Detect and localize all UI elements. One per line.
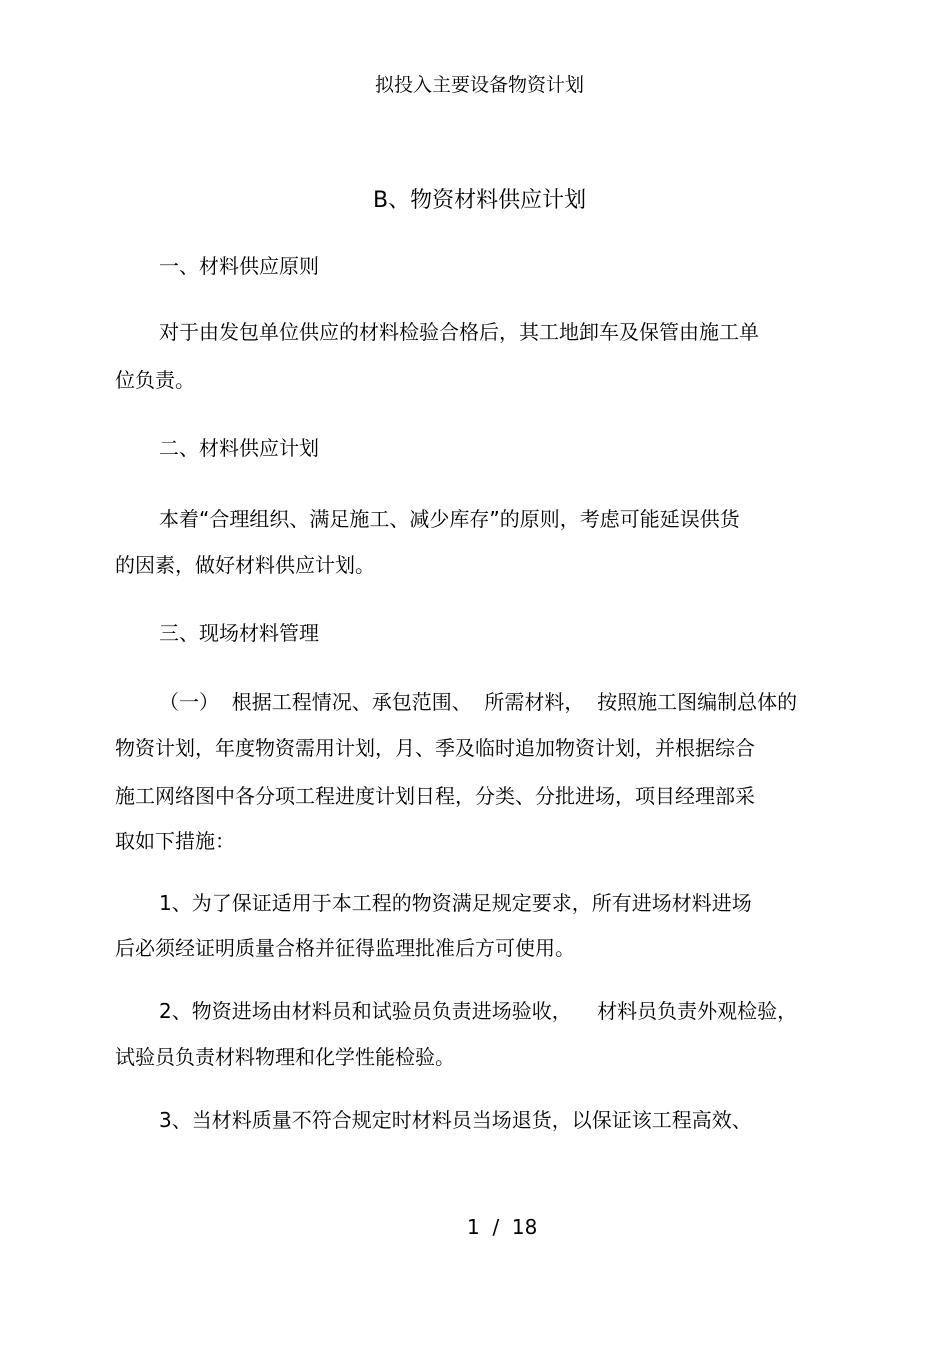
paragraph-line: 物资计划，年度物资需用计划，月、季及临时追加物资计划，并根据综合: [115, 736, 755, 760]
paragraph-line: 施工网络图中各分项工程进度计划日程，分类、分批进场，项目经理部采: [115, 784, 755, 808]
paragraph-line: 取如下措施：: [115, 829, 235, 853]
list-item-line: 2、物资进场由材料员和试验员负责进场验收， 材料员负责外观检验，: [159, 999, 798, 1023]
paragraph-line: （一） 根据工程情况、承包范围、 所需材料， 按照施工图编制总体的: [159, 690, 798, 714]
list-item-line: 1、为了保证适用于本工程的物资满足规定要求，所有进场材料进场: [159, 891, 752, 915]
paragraph-line: 本着“合理组织、满足施工、减少库存”的原则，考虑可能延误供货: [159, 507, 740, 531]
document-header-title: 拟投入主要设备物资计划: [375, 74, 585, 96]
section-title: B、物资材料供应计划: [373, 188, 587, 213]
heading-site-material-management: 三、现场材料管理: [159, 621, 319, 645]
page-number: 1 / 18: [467, 1215, 538, 1239]
paragraph-line: 位负责。: [115, 368, 195, 392]
list-item-line: 后必须经证明质量合格并征得监理批准后方可使用。: [115, 936, 575, 960]
paragraph-line: 的因素，做好材料供应计划。: [115, 553, 375, 577]
heading-material-supply-plan: 二、材料供应计划: [159, 436, 319, 460]
list-item-line: 试验员负责材料物理和化学性能检验。: [115, 1045, 455, 1069]
heading-material-supply-principle: 一、材料供应原则: [159, 254, 319, 278]
paragraph-line: 对于由发包单位供应的材料检验合格后，其工地卸车及保管由施工单: [159, 320, 759, 344]
list-item-line: 3、当材料质量不符合规定时材料员当场退货，以保证该工程高效、: [159, 1108, 752, 1132]
